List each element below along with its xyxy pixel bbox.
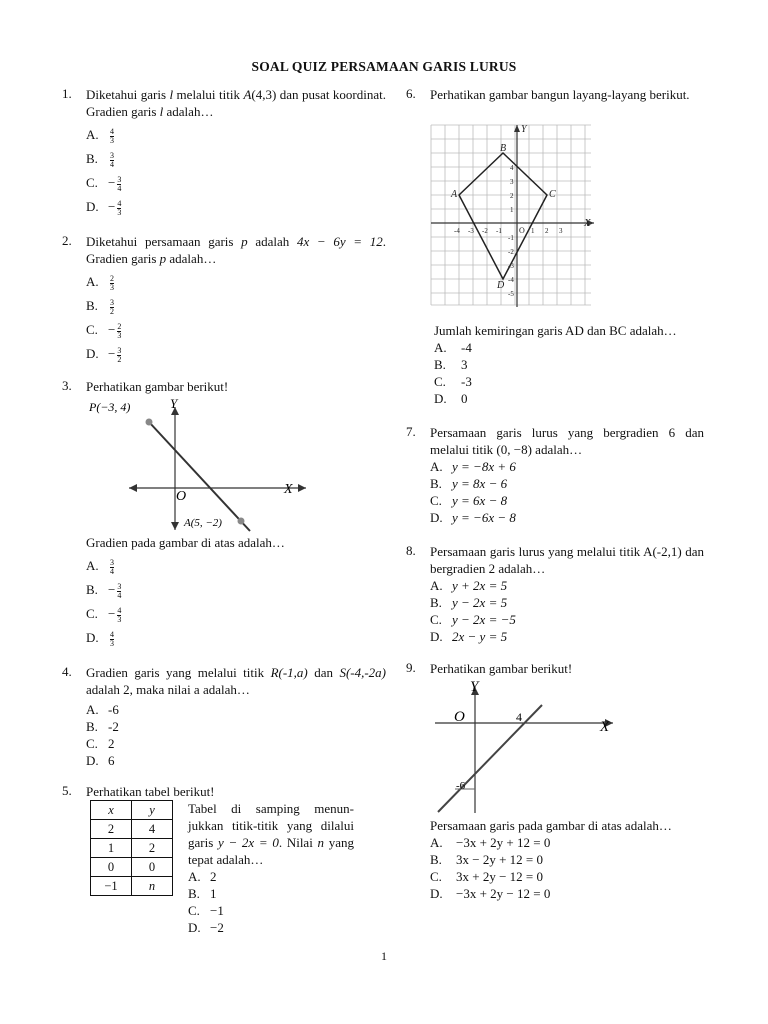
x-axis-label: X — [600, 719, 610, 735]
vertex-a-label: A — [451, 189, 458, 200]
option-a[interactable]: A. -4 — [434, 340, 472, 355]
fraction: $\frac{3}{4}$ — [117, 581, 122, 600]
option-d[interactable]: D. y = −6x − 8 — [430, 510, 516, 525]
fraction: $\frac{3}{2}$ — [117, 345, 122, 364]
fraction: $\frac{4}{3}$ — [117, 605, 122, 624]
x-tick: 3 — [559, 227, 563, 235]
fraction: $\frac{2}{3}$ — [117, 321, 122, 340]
question-prompt: Jumlah kemiringan garis AD dan BC adalah… — [434, 323, 677, 338]
question-number: 2. — [62, 233, 72, 248]
option-a[interactable]: A. $\frac{2}{3}$ — [86, 273, 114, 292]
option-a[interactable]: A. $\frac{3}{4}$ — [86, 557, 114, 576]
option-c[interactable]: C. -3 — [434, 374, 472, 389]
options — [430, 458, 704, 526]
option-b[interactable]: B. y − 2x = 5 — [430, 595, 508, 610]
fraction: $\frac{3}{2}$ — [110, 297, 114, 316]
option-d[interactable]: D. −3x + 2y − 12 = 0 — [430, 886, 551, 901]
options — [430, 834, 704, 902]
options — [86, 123, 386, 219]
kite — [459, 153, 547, 279]
options — [86, 554, 386, 650]
question-7 — [406, 424, 704, 526]
y-tick: 1 — [510, 206, 514, 214]
question-prompt: Tabel di samping menun-jukkan titik-titik yang dilalui garis y − 2x = 0. Nilai n yang tepat adalah… — [188, 801, 355, 867]
x-tick: -4 — [454, 227, 460, 235]
option-c[interactable]: C. − $\frac{2}{3}$ — [86, 321, 122, 340]
question-stem: Persamaan garis lurus yang melalui titik A(-2,1) dan bergradien 2 adalah… — [430, 544, 704, 576]
fraction: $\frac{4}{3}$ — [117, 198, 122, 217]
y-tick: -3 — [508, 262, 514, 270]
question-6-continued — [434, 322, 708, 407]
question-stem: Diketahui persamaan garis p adalah 4x − 6y = 12. Gradien garis p adalah… — [86, 234, 386, 266]
question-number: 5. — [62, 783, 72, 798]
fraction: $\frac{3}{4}$ — [110, 150, 114, 169]
origin-label: O — [176, 489, 187, 504]
question-stem: Perhatikan gambar berikut! — [86, 379, 229, 394]
y-tick: 3 — [510, 178, 514, 186]
question-number: 6. — [406, 86, 416, 101]
line-graph-figure — [430, 675, 620, 815]
option-c[interactable]: C. − $\frac{4}{3}$ — [86, 605, 122, 624]
point-p — [146, 419, 153, 426]
question-9-continued — [430, 817, 704, 902]
question-5 — [62, 783, 386, 800]
y-tick: -5 — [508, 290, 514, 298]
fraction: $\frac{3}{4}$ — [110, 557, 114, 576]
line-graph-figure — [84, 395, 314, 535]
question-3-continued — [86, 534, 386, 650]
origin-label: O — [519, 226, 525, 235]
question-stem: Persamaan garis lurus yang bergradien 6 dan melalui titik (0, −8) adalah… — [430, 425, 704, 457]
option-a[interactable]: A. $\frac{4}{3}$ — [86, 126, 114, 145]
x-tick: -3 — [468, 227, 474, 235]
option-d[interactable]: D. 2x − y = 5 — [430, 629, 508, 644]
table-header-row — [91, 801, 173, 820]
table-row: 2 4 — [91, 820, 173, 839]
y-axis-label: Y — [521, 124, 527, 135]
option-d[interactable]: D. 6 — [86, 753, 115, 768]
option-b[interactable]: B. y = 8x − 6 — [430, 476, 508, 491]
point-a — [238, 518, 245, 525]
question-6 — [406, 86, 704, 103]
question-stem: Perhatikan gambar bangun layang-layang berikut. — [430, 87, 690, 102]
origin-label: O — [454, 709, 465, 725]
table-row: −1 n — [91, 877, 173, 896]
y-axis-label: Y — [170, 396, 178, 411]
question-number: 8. — [406, 543, 416, 558]
x-axis-label: X — [584, 217, 591, 229]
question-number: 4. — [62, 664, 72, 679]
options — [188, 868, 354, 936]
question-stem: Perhatikan tabel berikut! — [86, 784, 215, 799]
option-b[interactable]: B. 3x − 2y + 12 = 0 — [430, 852, 543, 867]
table-row: 1 2 — [91, 839, 173, 858]
option-b[interactable]: B. -2 — [86, 719, 119, 734]
x-tick: -2 — [482, 227, 488, 235]
question-prompt: Persamaan garis pada gambar di atas adalah… — [430, 818, 672, 833]
question-stem: Perhatikan gambar berikut! — [430, 661, 573, 676]
question-number: 3. — [62, 378, 72, 393]
option-d[interactable]: D. − $\frac{4}{3}$ — [86, 198, 122, 217]
option-d[interactable]: D. $\frac{4}{3}$ — [86, 629, 114, 648]
x-tick: 2 — [545, 227, 549, 235]
point-a-label: A(5, −2) — [184, 517, 222, 529]
option-c[interactable]: C. y − 2x = −5 — [430, 612, 516, 627]
option-c[interactable]: C. y = 6x − 8 — [430, 493, 508, 508]
option-c[interactable]: C. − $\frac{3}{4}$ — [86, 174, 122, 193]
options — [86, 701, 386, 769]
point-p-label: P(−3, 4) — [89, 400, 131, 414]
option-a[interactable]: A. y = −8x + 6 — [430, 459, 516, 474]
header-y: y — [132, 801, 173, 820]
x-axis-label: X — [284, 482, 293, 497]
option-b[interactable]: B. $\frac{3}{2}$ — [86, 297, 114, 316]
vertex-d-label: D — [497, 280, 505, 291]
fraction: $\frac{4}{3}$ — [110, 126, 114, 145]
option-a[interactable]: A. y + 2x = 5 — [430, 578, 508, 593]
fraction: $\frac{2}{3}$ — [110, 273, 114, 292]
y-axis-label: Y — [470, 679, 479, 695]
xy-table — [90, 800, 173, 896]
y-tick: 4 — [510, 164, 514, 172]
page-title: SOAL QUIZ PERSAMAAN GARIS LURUS — [251, 59, 517, 74]
x-tick: 1 — [531, 227, 535, 235]
options — [430, 577, 704, 645]
question-number: 9. — [406, 660, 416, 675]
question-number: 1. — [62, 86, 72, 101]
option-c[interactable]: C. −1 — [188, 903, 224, 918]
x-tick: -1 — [496, 227, 502, 235]
option-d[interactable]: D. − $\frac{3}{2}$ — [86, 345, 122, 364]
question-5-side — [188, 800, 354, 936]
options — [86, 270, 386, 366]
table-row: 0 0 — [91, 858, 173, 877]
option-b[interactable]: B. 3 — [434, 357, 468, 372]
kite-figure — [428, 122, 598, 308]
option-c[interactable]: C. 3x + 2y − 12 = 0 — [430, 869, 543, 884]
y-tick: -4 — [508, 276, 514, 284]
y-tick: -2 — [508, 248, 514, 256]
x-intercept-label: 4 — [516, 710, 522, 724]
question-4 — [62, 664, 387, 769]
y-intercept-label: -6 — [456, 780, 466, 792]
option-b[interactable]: B. $\frac{3}{4}$ — [86, 150, 114, 169]
fraction: $\frac{3}{4}$ — [117, 174, 122, 193]
header-x: x — [91, 801, 132, 820]
option-c[interactable]: C. 2 — [86, 736, 115, 751]
question-number: 7. — [406, 424, 416, 439]
question-stem: Diketahui garis l melalui titik A(4,3) dan pusat koordinat. Gradien garis l adalah… — [86, 87, 386, 119]
page-number: 1 — [381, 949, 387, 963]
question-3 — [62, 378, 386, 395]
vertex-c-label: C — [549, 189, 556, 200]
y-tick: 2 — [510, 192, 514, 200]
option-a[interactable]: A. 2 — [188, 869, 217, 884]
fraction: $\frac{4}{3}$ — [110, 629, 114, 648]
question-8 — [406, 543, 704, 645]
option-d[interactable]: D. 0 — [434, 391, 468, 406]
option-a[interactable]: A. -6 — [86, 702, 119, 717]
options — [434, 339, 708, 407]
question-prompt: Gradien pada gambar di atas adalah… — [86, 535, 285, 550]
vertex-b-label: B — [500, 143, 507, 154]
y-tick: -1 — [508, 234, 514, 242]
option-b[interactable]: B. 1 — [188, 886, 217, 901]
option-a[interactable]: A. −3x + 2y + 12 = 0 — [430, 835, 551, 850]
question-2 — [62, 233, 386, 366]
question-1 — [62, 86, 386, 219]
question-stem: Gradien garis yang melalui titik R(-1,a) dan S(-4,-2a) adalah 2, maka nilai a adalah… — [86, 665, 387, 697]
option-b[interactable]: B. − $\frac{3}{4}$ — [86, 581, 122, 600]
option-d[interactable]: D. −2 — [188, 920, 224, 935]
